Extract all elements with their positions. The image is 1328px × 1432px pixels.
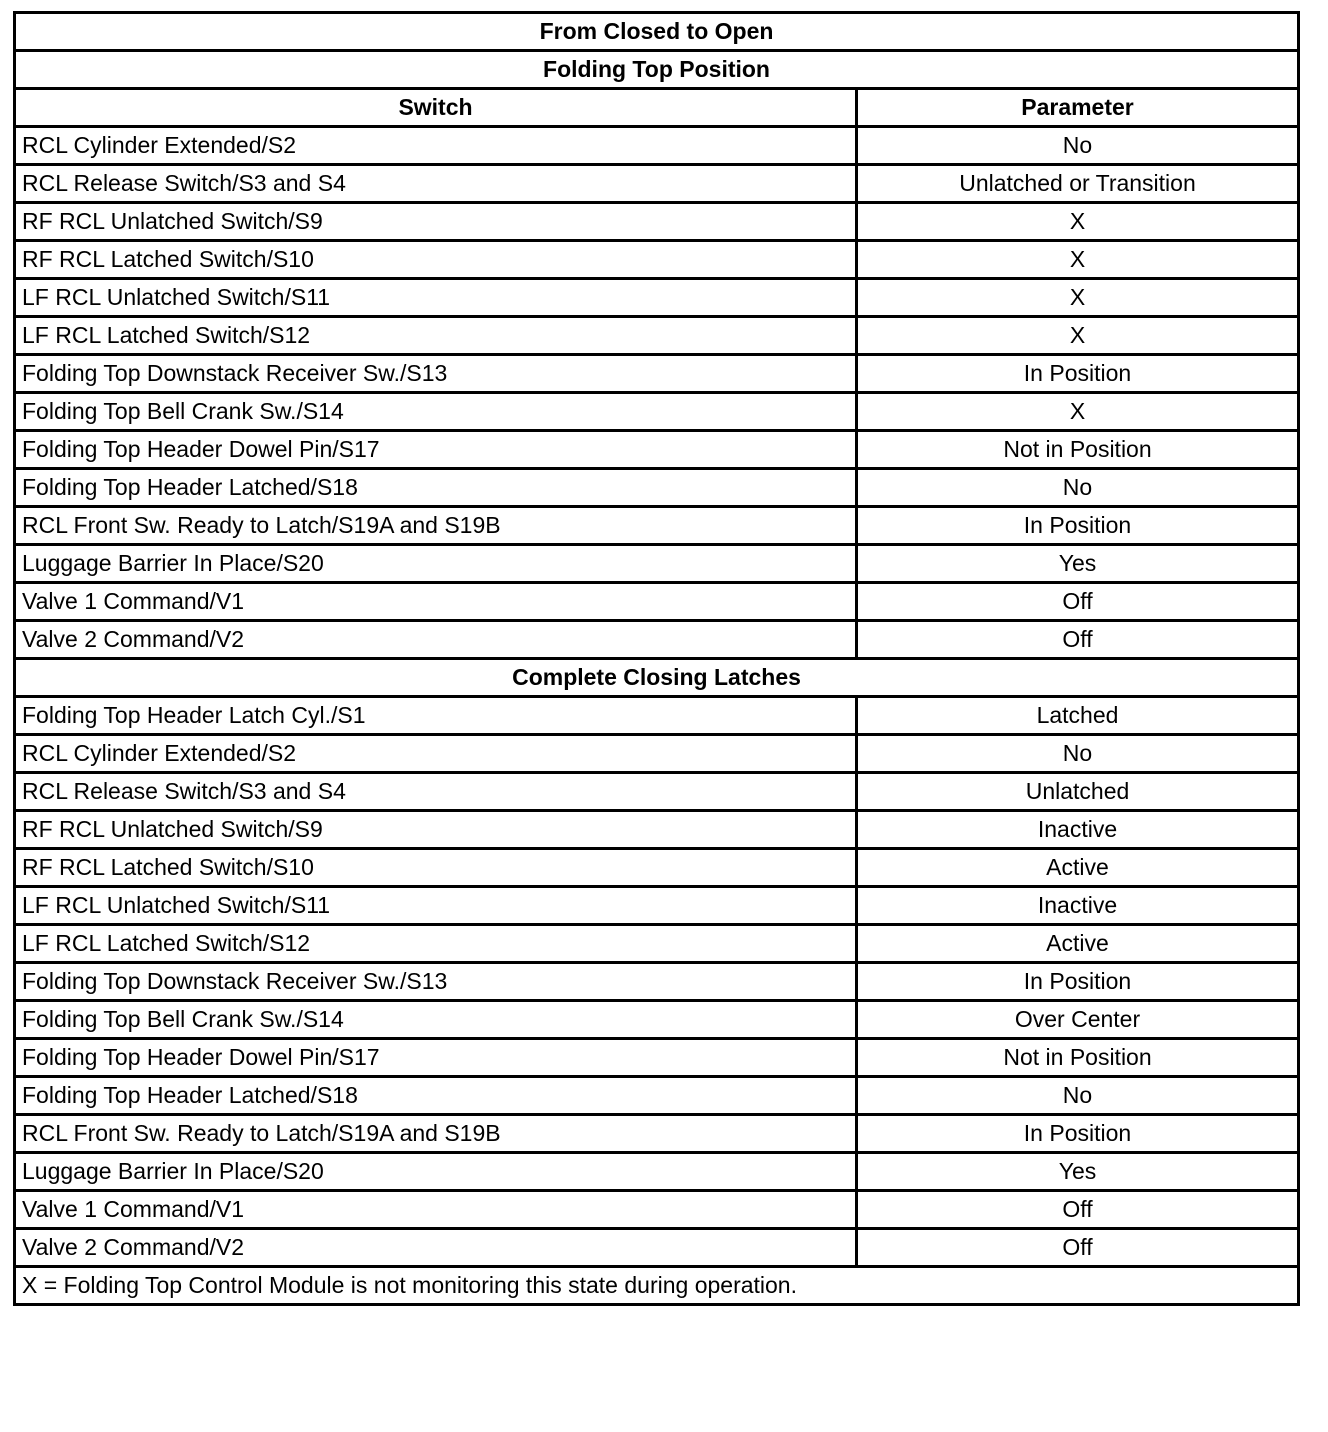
parameter-cell: Unlatched or Transition <box>857 165 1299 203</box>
table-row <box>15 431 1299 469</box>
switch-cell: RCL Release Switch/S3 and S4 <box>15 165 857 203</box>
switch-cell: RF RCL Latched Switch/S10 <box>15 849 857 887</box>
switch-cell: RF RCL Latched Switch/S10 <box>15 241 857 279</box>
switch-cell: LF RCL Unlatched Switch/S11 <box>15 279 857 317</box>
parameter-cell: Yes <box>857 545 1299 583</box>
table-row <box>15 545 1299 583</box>
column-header-row <box>15 89 1299 127</box>
switch-cell: RCL Front Sw. Ready to Latch/S19A and S19B <box>15 507 857 545</box>
switch-cell: RCL Release Switch/S3 and S4 <box>15 773 857 811</box>
table-row <box>15 1077 1299 1115</box>
switch-cell: RF RCL Unlatched Switch/S9 <box>15 811 857 849</box>
switch-cell: RCL Front Sw. Ready to Latch/S19A and S19B <box>15 1115 857 1153</box>
switch-cell: Folding Top Header Dowel Pin/S17 <box>15 431 857 469</box>
parameter-cell: Active <box>857 925 1299 963</box>
parameter-cell: No <box>857 127 1299 165</box>
table-row <box>15 963 1299 1001</box>
table-row <box>15 849 1299 887</box>
switch-cell: Folding Top Bell Crank Sw./S14 <box>15 393 857 431</box>
parameter-cell: Latched <box>857 697 1299 735</box>
title-row <box>15 13 1299 51</box>
table-row <box>15 1115 1299 1153</box>
parameter-cell: In Position <box>857 355 1299 393</box>
parameter-cell: X <box>857 241 1299 279</box>
switch-cell: LF RCL Latched Switch/S12 <box>15 317 857 355</box>
table-row <box>15 241 1299 279</box>
table-row <box>15 697 1299 735</box>
parameter-cell: Inactive <box>857 887 1299 925</box>
table-row <box>15 621 1299 659</box>
table-row <box>15 1191 1299 1229</box>
table-row <box>15 1001 1299 1039</box>
switch-cell: Valve 2 Command/V2 <box>15 1229 857 1267</box>
parameter-cell: Inactive <box>857 811 1299 849</box>
table-row <box>15 811 1299 849</box>
switch-cell: LF RCL Unlatched Switch/S11 <box>15 887 857 925</box>
parameter-cell: No <box>857 735 1299 773</box>
table-row <box>15 887 1299 925</box>
table-row <box>15 203 1299 241</box>
parameter-cell: Off <box>857 1229 1299 1267</box>
parameter-cell: No <box>857 469 1299 507</box>
parameter-cell: X <box>857 279 1299 317</box>
table-row <box>15 925 1299 963</box>
section-heading: Folding Top Position <box>15 51 1299 89</box>
column-header-switch: Switch <box>15 89 857 127</box>
table-row <box>15 393 1299 431</box>
column-header-parameter: Parameter <box>857 89 1299 127</box>
table-title: From Closed to Open <box>15 13 1299 51</box>
table-row <box>15 773 1299 811</box>
switch-cell: RCL Cylinder Extended/S2 <box>15 127 857 165</box>
parameter-cell: No <box>857 1077 1299 1115</box>
switch-cell: Luggage Barrier In Place/S20 <box>15 545 857 583</box>
switch-cell: Folding Top Downstack Receiver Sw./S13 <box>15 355 857 393</box>
switch-cell: Folding Top Header Latched/S18 <box>15 469 857 507</box>
section-heading: Complete Closing Latches <box>15 659 1299 697</box>
switch-cell: Folding Top Header Latch Cyl./S1 <box>15 697 857 735</box>
parameter-cell: In Position <box>857 507 1299 545</box>
footnote: X = Folding Top Control Module is not monitoring this state during operation. <box>15 1267 1299 1305</box>
section-heading-row <box>15 659 1299 697</box>
table-row <box>15 507 1299 545</box>
parameter-cell: Unlatched <box>857 773 1299 811</box>
switch-cell: RCL Cylinder Extended/S2 <box>15 735 857 773</box>
parameter-cell: X <box>857 203 1299 241</box>
table-row <box>15 1229 1299 1267</box>
switch-cell: Valve 1 Command/V1 <box>15 1191 857 1229</box>
parameter-cell: In Position <box>857 963 1299 1001</box>
parameter-cell: X <box>857 393 1299 431</box>
table-row <box>15 583 1299 621</box>
switch-cell: Folding Top Header Dowel Pin/S17 <box>15 1039 857 1077</box>
parameter-cell: In Position <box>857 1115 1299 1153</box>
section-heading-row <box>15 51 1299 89</box>
switch-cell: RF RCL Unlatched Switch/S9 <box>15 203 857 241</box>
parameter-cell: Active <box>857 849 1299 887</box>
table-row <box>15 165 1299 203</box>
parameter-cell: Off <box>857 621 1299 659</box>
switch-cell: Folding Top Bell Crank Sw./S14 <box>15 1001 857 1039</box>
switch-cell: Luggage Barrier In Place/S20 <box>15 1153 857 1191</box>
parameter-cell: X <box>857 317 1299 355</box>
parameter-cell: Over Center <box>857 1001 1299 1039</box>
table-row <box>15 355 1299 393</box>
switch-cell: Valve 2 Command/V2 <box>15 621 857 659</box>
table-row <box>15 279 1299 317</box>
table-row <box>15 1039 1299 1077</box>
switch-cell: Folding Top Downstack Receiver Sw./S13 <box>15 963 857 1001</box>
parameter-cell: Yes <box>857 1153 1299 1191</box>
switch-parameter-table <box>13 11 1300 1306</box>
parameter-cell: Not in Position <box>857 1039 1299 1077</box>
footnote-row <box>15 1267 1299 1305</box>
parameter-cell: Off <box>857 583 1299 621</box>
table-row <box>15 317 1299 355</box>
table-row <box>15 1153 1299 1191</box>
switch-cell: LF RCL Latched Switch/S12 <box>15 925 857 963</box>
table-row <box>15 735 1299 773</box>
switch-cell: Folding Top Header Latched/S18 <box>15 1077 857 1115</box>
table-row <box>15 127 1299 165</box>
table-row <box>15 469 1299 507</box>
parameter-cell: Off <box>857 1191 1299 1229</box>
parameter-cell: Not in Position <box>857 431 1299 469</box>
switch-cell: Valve 1 Command/V1 <box>15 583 857 621</box>
